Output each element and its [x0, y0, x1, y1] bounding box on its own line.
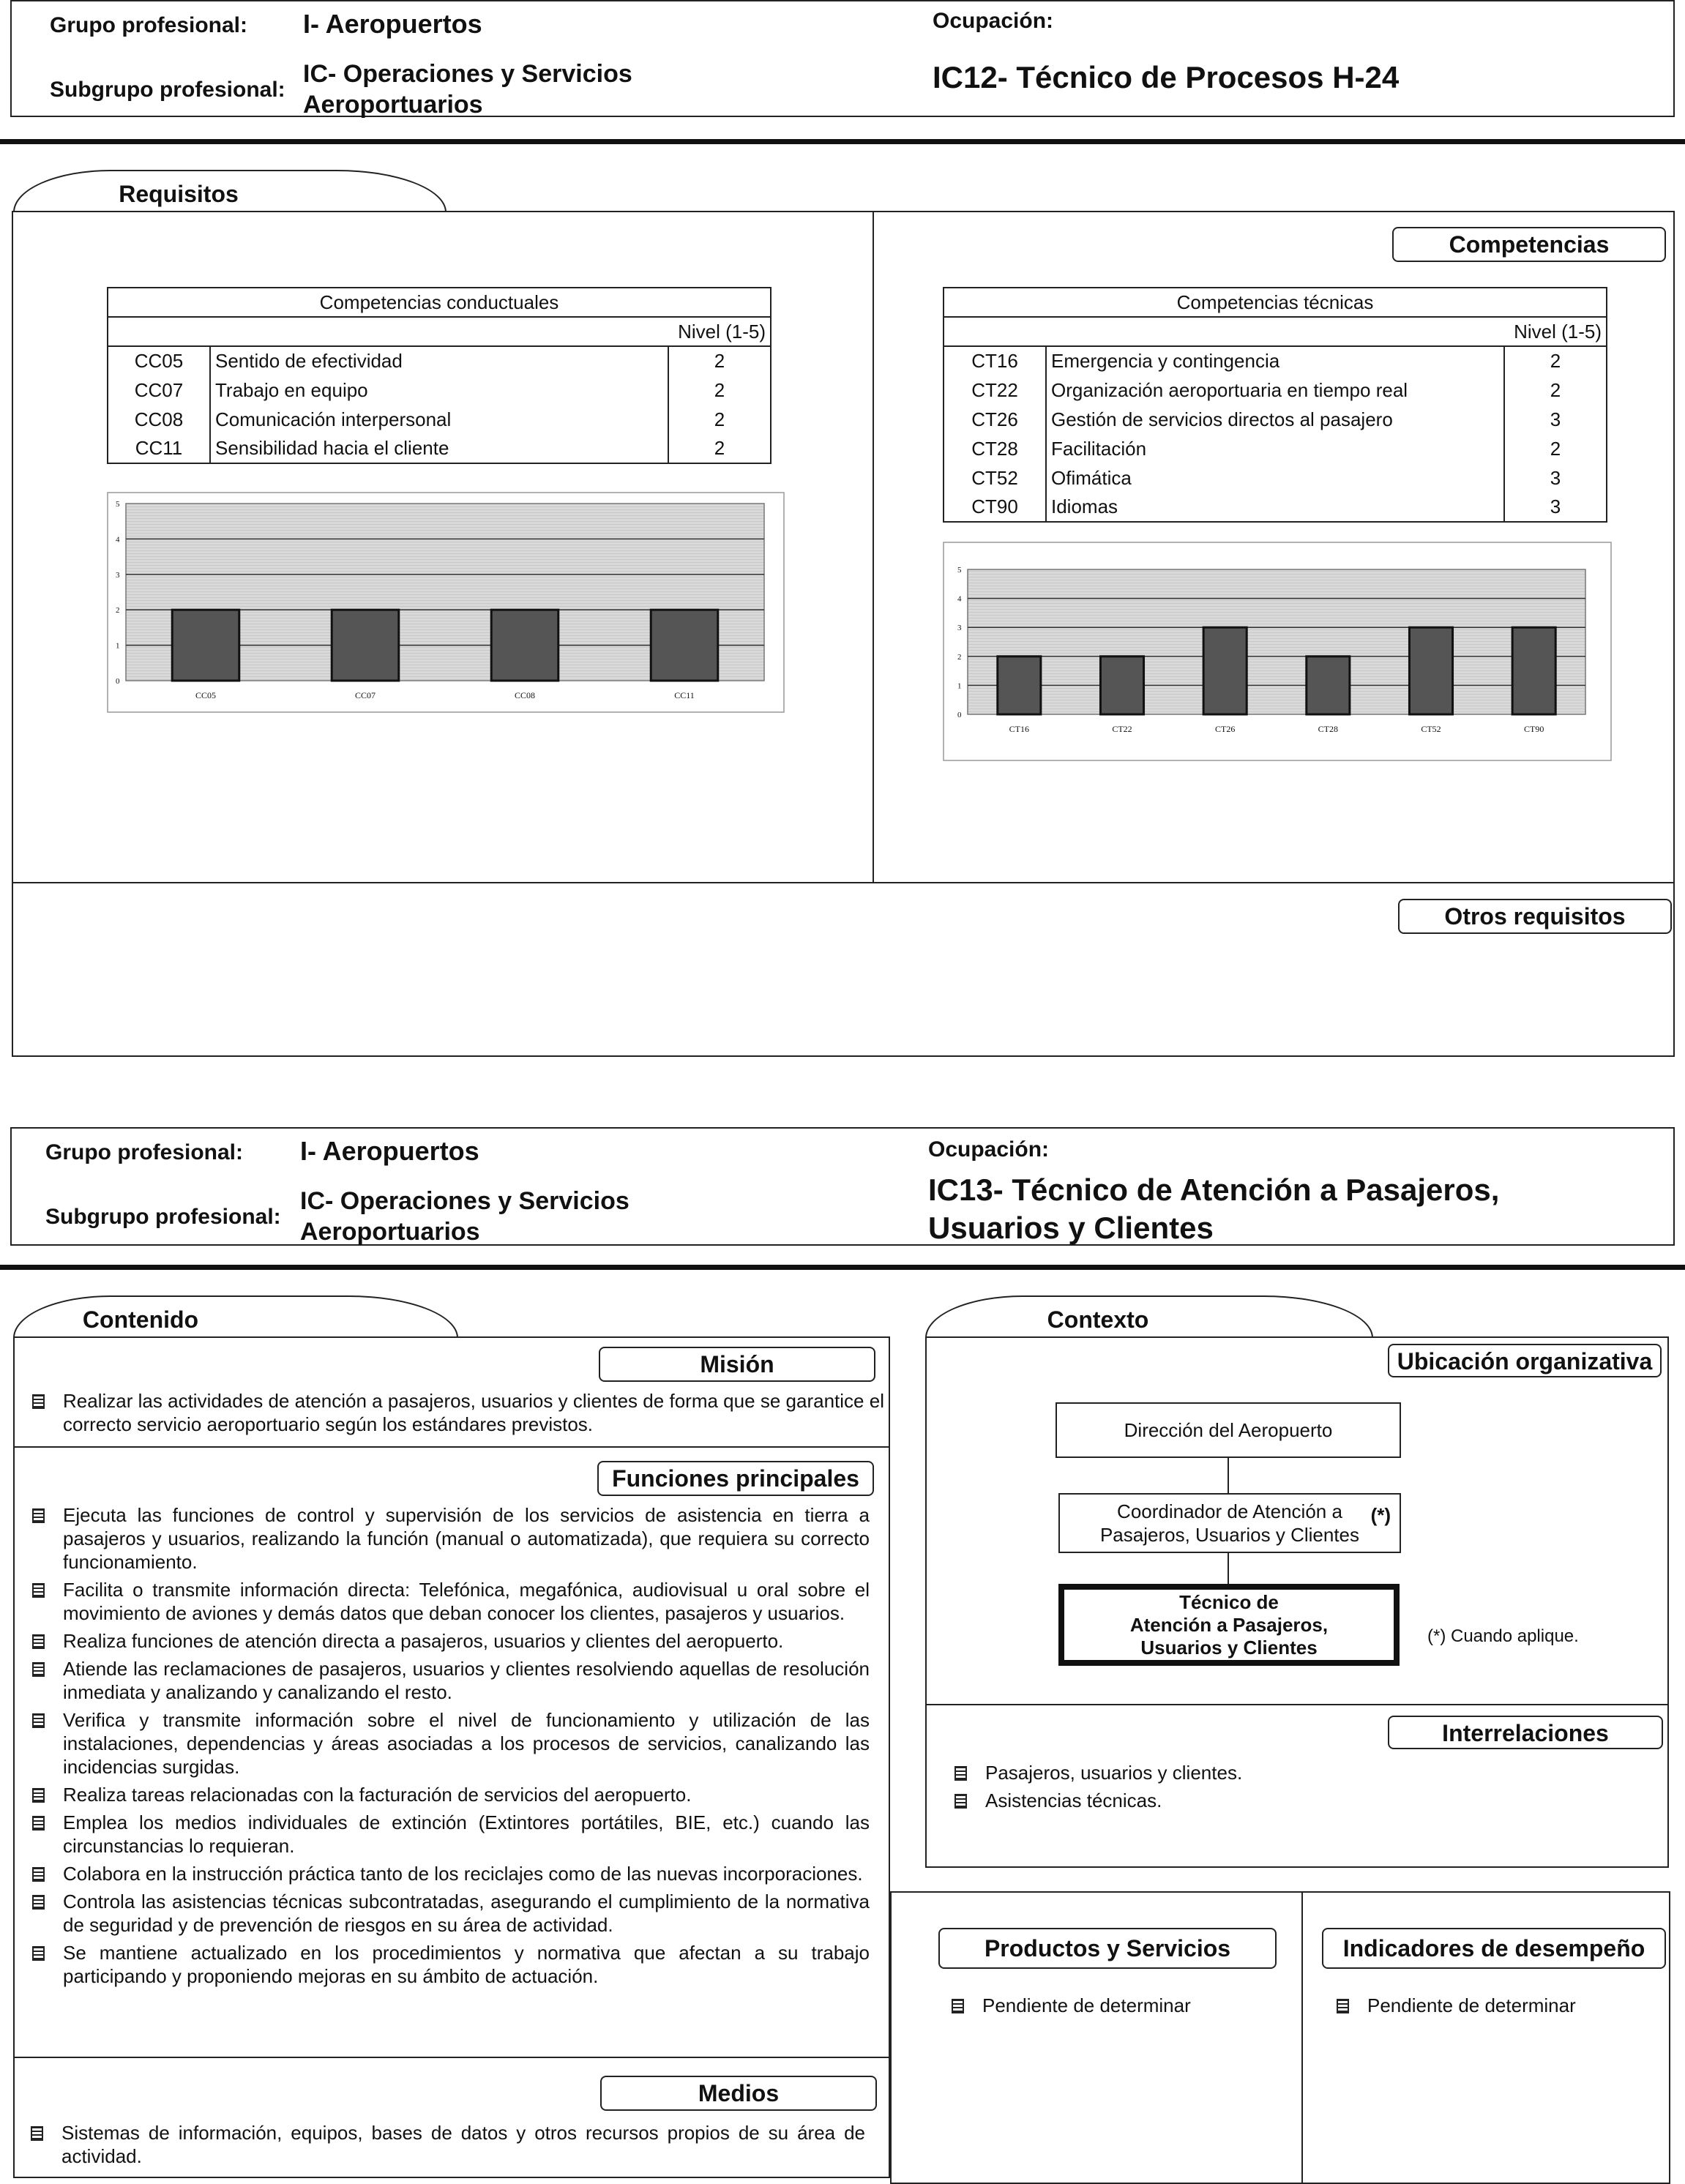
tecnicas-code: CT52 [944, 463, 1046, 493]
chart-plot-area [968, 569, 1585, 714]
card2-divider [0, 1265, 1685, 1270]
tecnicas-row [944, 434, 1607, 463]
tecnicas-code: CT16 [944, 346, 1046, 375]
org-coordinador-box: Coordinador de Atención a Pasajeros, Usuarios y Clientes (*) [1058, 1493, 1401, 1553]
chart-ytick-label: 3 [116, 570, 120, 580]
card2-ocupacion-value-2: Usuarios y Clientes [928, 1211, 1214, 1245]
tecnicas-name: Gestión de servicios directos al pasajero [1046, 405, 1504, 434]
requisitos-tab: Requisitos [13, 170, 447, 212]
conductuales-code: CC05 [108, 346, 210, 375]
document-bullet-icon [32, 1634, 45, 1649]
card2-ocupacion-value-1: IC13- Técnico de Atención a Pasajeros, [928, 1173, 1500, 1207]
chart-bar [491, 610, 558, 681]
conductuales-level: 2 [668, 405, 771, 434]
conductuales-code: CC08 [108, 405, 210, 434]
tecnicas-code: CT28 [944, 434, 1046, 463]
chart-bar [1512, 627, 1555, 714]
tecnicas-code: CT26 [944, 405, 1046, 434]
tecnicas-row [944, 463, 1607, 493]
chart-xtick-label: CT28 [1318, 724, 1339, 734]
conductuales-level: 2 [668, 434, 771, 463]
chart-ytick-label: 5 [116, 500, 120, 509]
card1-ocupacion-label: Ocupación: [933, 9, 1054, 33]
conductuales-name: Sentido de efectividad [210, 346, 668, 375]
tecnicas-level: 3 [1504, 405, 1607, 434]
chart-ytick-label: 0 [957, 711, 962, 719]
document-bullet-icon [1337, 1999, 1349, 2013]
tecnicas-row [944, 493, 1607, 522]
org-direccion-box: Dirección del Aeropuerto [1056, 1402, 1401, 1458]
interrelaciones-title: Interrelaciones [1388, 1716, 1663, 1749]
funciones-list [32, 1503, 870, 1992]
card1-divider [0, 139, 1685, 144]
document-bullet-icon [32, 1713, 45, 1728]
conductuales-code: CC07 [108, 375, 210, 405]
funciones-item: Verifica y transmite información sobre el nivel de funcionamiento y utilización de las instalaciones, dependencias y áreas asociadas a los procesos de servicios, canalizando las incidencias surgidas. [32, 1708, 870, 1779]
funciones-item: Se mantiene actualizado en los procedimientos y normativa que afectan a su trabajo participando y proponiendo mejoras en su ámbito de actuación. [32, 1941, 870, 1988]
chart-ytick-label: 1 [116, 641, 120, 651]
tecnicas-name: Organización aeroportuaria en tiempo real [1046, 375, 1504, 405]
chart-xtick-label: CC08 [514, 690, 536, 700]
tecnicas-code: CT22 [944, 375, 1046, 405]
chart-bar [332, 610, 399, 681]
funciones-item: Atiende las reclamaciones de pasajeros, usuarios y clientes resolviendo aquellas de resolución inmediata y analizando y canalizando el resto. [32, 1657, 870, 1704]
mision-title: Misión [599, 1347, 875, 1382]
conductuales-table [107, 287, 771, 464]
conductuales-name: Sensibilidad hacia el cliente [210, 434, 668, 463]
productos-item: Pendiente de determinar [952, 1994, 1288, 2017]
mision-divider [13, 1446, 890, 1448]
funciones-divider [13, 2057, 890, 2058]
document-bullet-icon [32, 1867, 45, 1882]
tecnicas-name: Facilitación [1046, 434, 1504, 463]
funciones-item: Colabora en la instrucción práctica tanto de los reciclajes como de las nuevas incorporaciones. [32, 1862, 870, 1885]
conductuales-header: Competencias conductuales [108, 288, 771, 317]
document-bullet-icon [952, 1999, 964, 2013]
ubicacion-title: Ubicación organizativa [1388, 1344, 1662, 1377]
card1-subgrupo-value-1: IC- Operaciones y Servicios [303, 60, 632, 88]
document-bullet-icon [32, 1788, 45, 1803]
conductuales-nivel: Nivel (1-5) [108, 317, 771, 346]
otros-requisitos-title: Otros requisitos [1398, 899, 1672, 934]
conductuales-chart [107, 492, 785, 713]
indicadores-item: Pendiente de determinar [1337, 1994, 1659, 2017]
tecnicas-name: Ofimática [1046, 463, 1504, 493]
chart-xtick-label: CT16 [1009, 724, 1030, 734]
interrelaciones-item: Pasajeros, usuarios y clientes. [954, 1761, 1613, 1784]
card2-grupo-value: I- Aeropuertos [300, 1136, 479, 1166]
org-mark: (*) [1370, 1504, 1391, 1526]
chart-bar [1100, 657, 1143, 714]
chart-xtick-label: CC05 [195, 690, 217, 700]
chart-ytick-label: 4 [957, 594, 962, 604]
card1-subgrupo-label: Subgrupo profesional: [50, 78, 285, 102]
document-bullet-icon [32, 1662, 45, 1677]
tecnicas-row [944, 346, 1607, 375]
chart-xtick-label: CT26 [1214, 724, 1236, 734]
competencias-title: Competencias [1392, 227, 1666, 262]
chart-bar [172, 610, 239, 681]
medios-title: Medios [600, 2076, 877, 2111]
card2-subgrupo-value-1: IC- Operaciones y Servicios [300, 1187, 629, 1215]
conductuales-row [108, 434, 771, 463]
conductuales-code: CC11 [108, 434, 210, 463]
card2-subgrupo-value-2: Aeroportuarios [300, 1218, 480, 1246]
document-bullet-icon [32, 1816, 45, 1830]
funciones-item: Facilita o transmite información directa: Telefónica, megafónica, audiovisual u oral sobre el movimiento de aviones y demás datos que deban conocer los clientes, pasajeros y usuarios. [32, 1578, 870, 1625]
tecnicas-level: 2 [1504, 375, 1607, 405]
chart-xtick-label: CT90 [1523, 724, 1544, 734]
conductuales-name: Trabajo en equipo [210, 375, 668, 405]
funciones-item: Realiza tareas relacionadas con la facturación de servicios del aeropuerto. [32, 1783, 870, 1806]
conductuales-row [108, 375, 771, 405]
chart-ytick-label: 3 [957, 624, 962, 633]
tecnicas-level: 3 [1504, 493, 1607, 522]
chart-ytick-label: 5 [957, 566, 962, 575]
tecnicas-row [944, 375, 1607, 405]
chart-bar [1409, 627, 1452, 714]
chart-xtick-label: CC07 [354, 690, 376, 700]
conductuales-level: 2 [668, 346, 771, 375]
chart-ytick-label: 4 [116, 535, 120, 545]
tecnicas-row [944, 405, 1607, 434]
conductuales-name: Comunicación interpersonal [210, 405, 668, 434]
chart-xtick-label: CC11 [674, 690, 695, 700]
document-bullet-icon [32, 1895, 45, 1910]
card1-ocupacion-value: IC12- Técnico de Procesos H-24 [933, 60, 1400, 94]
conductuales-row [108, 405, 771, 434]
indicadores-title: Indicadores de desempeño [1322, 1928, 1666, 1969]
contenido-tab: Contenido [13, 1295, 458, 1338]
document-bullet-icon [32, 1508, 45, 1523]
card2-grupo-label: Grupo profesional: [45, 1140, 243, 1164]
document-bullet-icon [31, 2126, 43, 2141]
card1-grupo-value: I- Aeropuertos [303, 9, 482, 39]
mision-list [32, 1389, 884, 1440]
chart-bar [1203, 627, 1247, 714]
tecnicas-header: Competencias técnicas [944, 288, 1607, 317]
funciones-item: Emplea los medios individuales de extinción (Extintores portátiles, BIE, etc.) cuando las circunstancias lo requieran. [32, 1811, 870, 1858]
card1-grupo-label: Grupo profesional: [50, 13, 247, 37]
card2-subgrupo-label: Subgrupo profesional: [45, 1205, 281, 1229]
funciones-item: Ejecuta las funciones de control y supervisión de los servicios de asistencia en tierra a pasajeros y usuarios, realizando la función (manual o automatizada), que requiera su correcto funcionamiento. [32, 1503, 870, 1574]
productos-divider [1301, 1891, 1303, 2184]
tecnicas-name: Idiomas [1046, 493, 1504, 522]
document-bullet-icon [32, 1946, 45, 1961]
chart-bar [651, 610, 718, 681]
conductuales-row [108, 346, 771, 375]
tecnicas-name: Emergencia y contingencia [1046, 346, 1504, 375]
chart-bar [998, 657, 1041, 714]
tecnicas-level: 2 [1504, 346, 1607, 375]
chart-ytick-label: 1 [957, 681, 962, 691]
chart-xtick-label: CT52 [1421, 724, 1441, 734]
chart-ytick-label: 2 [957, 652, 962, 662]
org-connector-2 [1228, 1553, 1229, 1584]
chart-bar [1307, 657, 1350, 714]
document-bullet-icon [32, 1394, 45, 1409]
interrelaciones-divider [925, 1704, 1669, 1705]
card1-subgrupo-value-2: Aeroportuarios [303, 91, 483, 119]
contexto-tab: Contexto [925, 1295, 1373, 1338]
document-bullet-icon [954, 1766, 967, 1781]
document-bullet-icon [32, 1583, 45, 1598]
tecnicas-table [943, 287, 1607, 523]
medios-list [31, 2121, 865, 2172]
otros-divider [12, 882, 1675, 883]
tecnicas-chart [943, 542, 1612, 761]
document-bullet-icon [954, 1794, 967, 1809]
tecnicas-level: 3 [1504, 463, 1607, 493]
funciones-item: Realiza funciones de atención directa a pasajeros, usuarios y clientes del aeropuerto. [32, 1629, 870, 1653]
funciones-title: Funciones principales [597, 1461, 874, 1496]
chart-xtick-label: CT22 [1112, 724, 1132, 734]
tecnicas-level: 2 [1504, 434, 1607, 463]
tecnicas-code: CT90 [944, 493, 1046, 522]
org-connector-1 [1228, 1458, 1229, 1493]
productos-title: Productos y Servicios [938, 1928, 1277, 1969]
conductuales-level: 2 [668, 375, 771, 405]
mision-item: Realizar las actividades de atención a pasajeros, usuarios y clientes de forma que se garantice el correcto servicio aeroportuario según los estándares previstos. [32, 1389, 884, 1436]
org-tecnico-box: Técnico de Atención a Pasajeros, Usuarios y Clientes [1058, 1584, 1400, 1666]
interrelaciones-list [954, 1761, 1613, 1817]
requisitos-column-divider [873, 211, 874, 883]
indicadores-list [1337, 1994, 1659, 2022]
medios-item: Sistemas de información, equipos, bases de datos y otros recursos propios de su área de actividad. [31, 2121, 865, 2168]
productos-list [952, 1994, 1288, 2022]
tecnicas-nivel: Nivel (1-5) [944, 317, 1607, 346]
org-note: (*) Cuando aplique. [1427, 1626, 1579, 1646]
card2-ocupacion-label: Ocupación: [928, 1137, 1050, 1162]
funciones-item: Controla las asistencias técnicas subcontratadas, asegurando el cumplimiento de la normativa de seguridad y de prevención de riesgos en su área de actividad. [32, 1890, 870, 1937]
interrelaciones-item: Asistencias técnicas. [954, 1789, 1613, 1812]
chart-ytick-label: 0 [116, 677, 120, 686]
chart-ytick-label: 2 [116, 606, 120, 616]
